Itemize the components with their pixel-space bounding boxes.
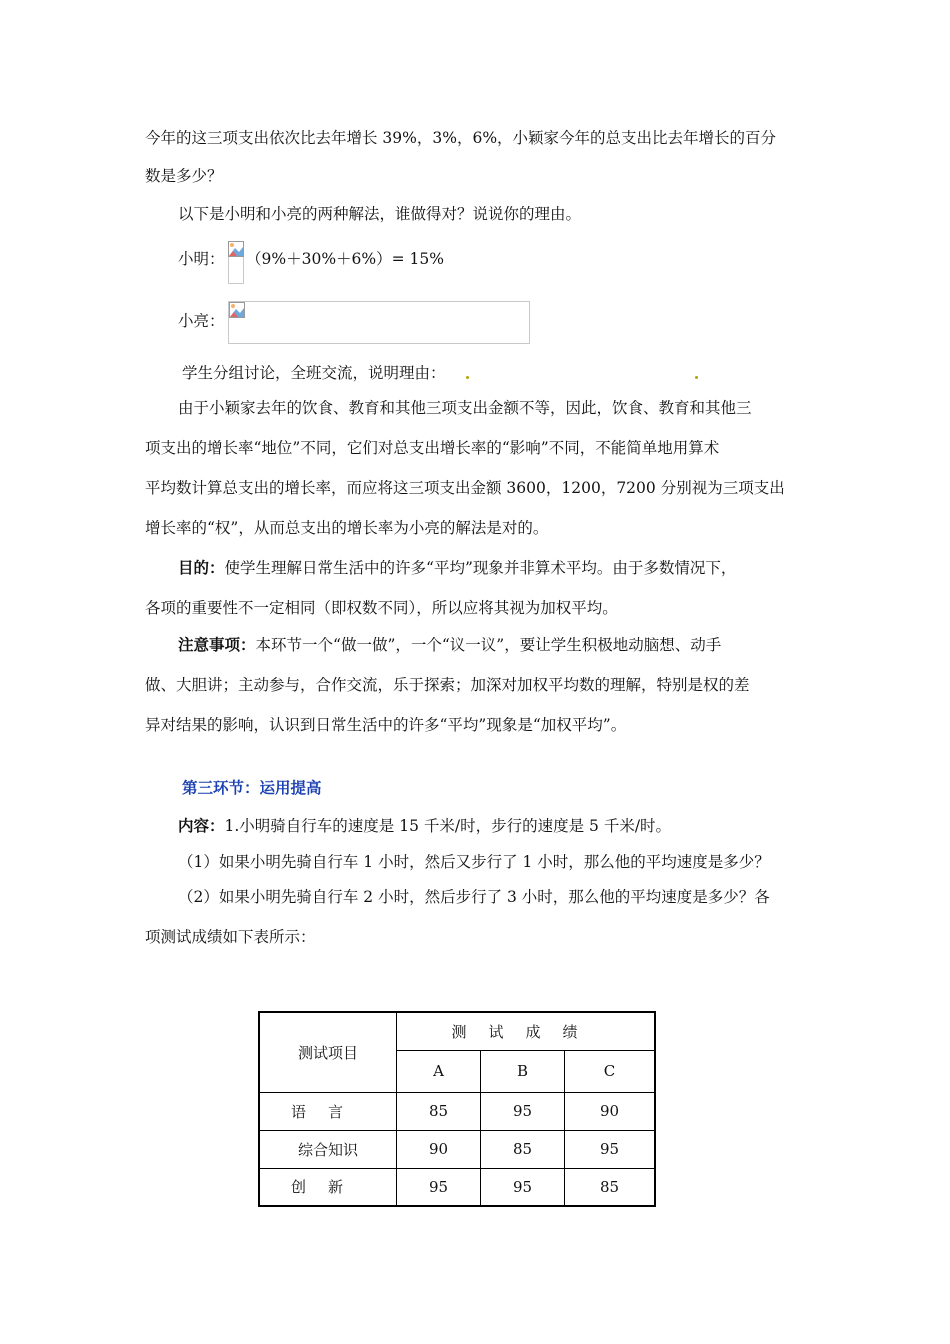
marker-dot: [466, 376, 469, 379]
paragraph-line: 学生分组讨论，全班交流，说明理由：: [182, 364, 446, 382]
content-label: 内容：: [178, 816, 225, 835]
table-cell: 95: [481, 1092, 565, 1130]
purpose-paragraph: [178, 557, 736, 579]
question-1: （1）如果小明先骑自行车 1 小时，然后又步行了 1 小时，那么他的平均速度是多少？: [178, 853, 770, 871]
column-header: C: [565, 1050, 656, 1092]
table-cell: 85: [397, 1092, 481, 1130]
row-name: 创新: [259, 1168, 397, 1206]
table-cell: 95: [565, 1130, 656, 1168]
paragraph-line: 今年的这三项支出依次比去年增长 39%，3%，6%，小颖家今年的总支出比去年增长的百分: [145, 129, 777, 147]
paragraph-line: 增长率的“权”，从而总支出的增长率为小亮的解法是对的。: [145, 519, 549, 537]
note-label: 注意事项：: [178, 635, 256, 654]
question-2: （2）如果小明先骑自行车 2 小时，然后步行了 3 小时，那么他的平均速度是多少？各: [178, 888, 770, 906]
column-header: B: [481, 1050, 565, 1092]
table-row: [259, 1130, 655, 1168]
xiaoming-label: 小明：: [178, 250, 225, 268]
xiaoming-formula: （9%＋30%＋6%）= 15%: [246, 250, 444, 268]
header-scores: 测试成绩: [397, 1012, 656, 1050]
table-cell: 90: [397, 1130, 481, 1168]
note-text: 本环节一个“做一做”，一个“议一议”，要让学生积极地动脑想、动手: [255, 636, 722, 654]
content-paragraph: [178, 815, 671, 837]
row-name: 综合知识: [259, 1130, 397, 1168]
table-row: [259, 1092, 655, 1130]
table-cell: 95: [481, 1168, 565, 1206]
section-title: 第三环节：运用提高: [182, 778, 322, 797]
broken-image-icon: [228, 241, 244, 257]
paragraph-line: 由于小颖家去年的饮食、教育和其他三项支出金额不等，因此，饮食、教育和其他三: [178, 399, 752, 417]
broken-image-icon: [229, 302, 245, 318]
table-cell: 85: [481, 1130, 565, 1168]
table-cell: 95: [397, 1168, 481, 1206]
purpose-text: 使学生理解日常生活中的许多“平均”现象并非算术平均。由于多数情况下，: [224, 559, 737, 577]
header-item: 测试项目: [259, 1012, 397, 1092]
paragraph-line: 各项的重要性不一定相同（即权数不同），所以应将其视为加权平均。: [145, 599, 618, 617]
formula-image-placeholder: [228, 241, 244, 284]
paragraph-line: 做、大胆讲；主动参与，合作交流，乐于探索；加深对加权平均数的理解，特别是权的差: [145, 676, 750, 694]
table-cell: 85: [565, 1168, 656, 1206]
paragraph-line: 异对结果的影响，认识到日常生活中的许多“平均”现象是“加权平均”。: [145, 716, 627, 734]
formula-image-placeholder: [228, 301, 530, 344]
paragraph-line: 平均数计算总支出的增长率，而应将这三项支出金额 3600，1200，7200 分别视为三项支出: [145, 479, 785, 497]
scores-table: [258, 1011, 656, 1207]
column-header: A: [397, 1050, 481, 1092]
row-name: 语言: [259, 1092, 397, 1130]
table-cell: 90: [565, 1092, 656, 1130]
note-paragraph: [178, 634, 721, 656]
paragraph-line: 项测试成绩如下表所示：: [145, 928, 316, 946]
marker-dot: [695, 376, 698, 379]
purpose-label: 目的：: [178, 558, 225, 577]
paragraph-line: 项支出的增长率“地位”不同，它们对总支出增长率的“影响”不同，不能简单地用算术: [145, 439, 720, 457]
content-text: 1.小明骑自行车的速度是 15 千米/时，步行的速度是 5 千米/时。: [224, 817, 672, 835]
table-row: [259, 1168, 655, 1206]
paragraph-line: 数是多少？: [145, 167, 223, 185]
paragraph-line: 以下是小明和小亮的两种解法，谁做得对？说说你的理由。: [178, 205, 582, 223]
xiaoliang-label: 小亮：: [178, 312, 225, 330]
